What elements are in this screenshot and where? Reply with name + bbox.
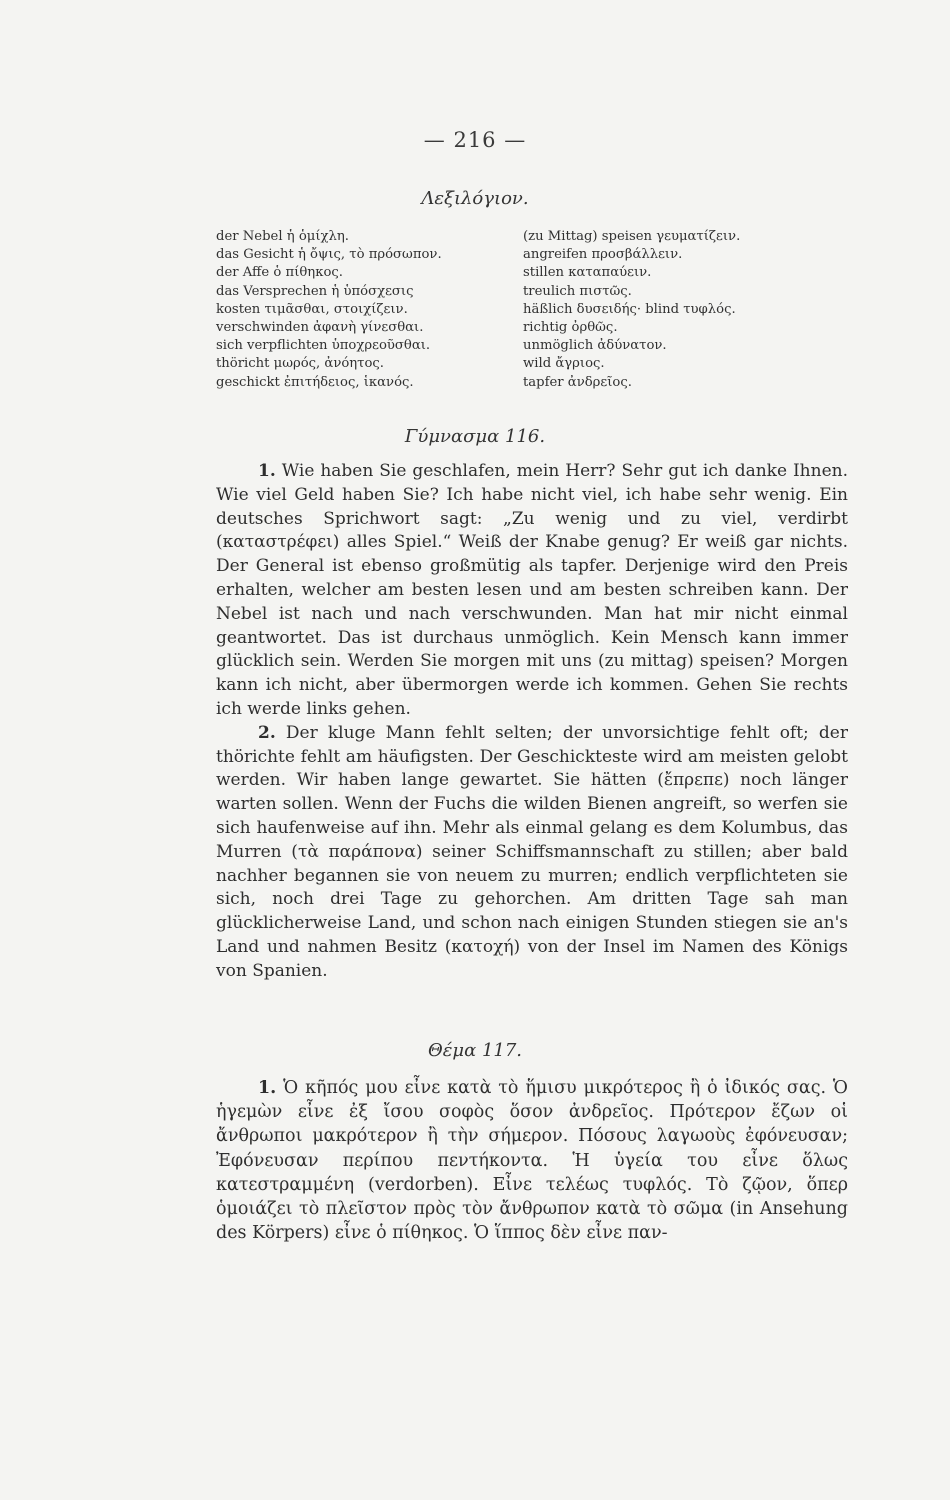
paragraph-text: Wie haben Sie geschlafen, mein Herr? Sehr gut ich danke Ihnen. Wie viel Geld haben Sie? Ich habe nicht viel, ich habe sehr wenig. Ein deutsches Sprichwort sagt: „Zu wenig und zu viel, verdirbt (καταστρέφει) alles Spiel.“ Weiß der Knabe genug? Er weiß gar nichts. Der General ist ebenso großmütig als tapfer. Derjenige wird den Preis erhalten, welcher am besten lesen und am besten schreiben kann. Der Nebel ist nach und nach verschwunden. Man hat mir nicht einmal geantwortet. Das ist durchaus unmöglich. Kein Mensch kann immer glücklich sein. Werden Sie morgen mit uns (zu mittag) speisen? Morgen kann ich nicht, aber übermorgen werde ich kommen. Gehen Sie rechts ich werde links gehen. [216, 461, 848, 719]
vocab-entry: geschickt ἐπιτήδειος, ἱκανός. [216, 374, 414, 390]
vocab-entry: thöricht μωρός, ἀνόητος. [216, 356, 384, 372]
paragraph-number: 1. [258, 461, 276, 481]
thema-heading: Θέμα 117. [427, 1040, 523, 1061]
exercise-117 [216, 1076, 848, 1245]
paragraph-text: Der kluge Mann fehlt selten; der unvorsichtige fehlt oft; der thörichte fehlt am häufigsten. Der Geschickteste wird am meisten gelobt werden. Wir haben lange gewartet. Sie hätten (ἔπρεπε) noch länger warten sollen. Wenn der Fuchs die wilden Bienen angreift, so werfen sie sich haufenweise auf ihn. Mehr als einmal gelang es dem Kolumbus, das Murren (τὰ παράπονα) seiner Schiffsmannschaft zu stillen; aber bald nachher begannen sie von neuem zu murren; endlich verpflichteten sie sich, noch drei Tage zu gehorchen. Am dritten Tage sah man glücklicherweise Land, und schon nach einigen Stunden stiegen sie an's Land und nahmen Besitz (κατοχή) von der Insel im Namen des Königs von Spanien. [216, 722, 848, 981]
vocab-entry: das Gesicht ἡ ὄψις, τὸ πρόσωπον. [216, 247, 442, 263]
vocab-entry: kosten τιμᾶσθαι, στοιχίζειν. [216, 301, 408, 317]
paragraph-text: Ὁ κῆπός μου εἶνε κατὰ τὸ ἥμισυ μικρότερος ἢ ὁ ἰδικός σας. Ὁ ἡγεμὼν εἶνε ἐξ ἴσου σοφὸς ὅσον ἀνδρεῖος. Πρότερον ἔζων οἱ ἄνθρωποι μακρότερον ἢ τὴν σήμερον. Πόσους λαγωοὺς ἐφόνευσαν; Ἐφόνευσαν περίπου πεντήκοντα. Ἡ ὑγεία του εἶνε ὅλως κατεστραμμένη (verdorben). Εἶνε τελέως τυφλός. Τὸ ζῷον, ὅπερ ὁμοιάζει τὸ πλεῖστον πρὸς τὸν ἄνθρωπον κατὰ τὸ σῶμα (in Ansehung des Körpers) εἶνε ὁ πίθηκος. Ὁ ἵππος δὲν εἶνε παν- [216, 1078, 848, 1244]
vocab-entry: wild ἄγριος. [523, 356, 605, 372]
page-number: — 216 — [423, 128, 527, 152]
vocab-entry: häßlich δυσειδής· blind τυφλός. [523, 301, 736, 317]
paragraph-1 [216, 460, 848, 722]
vocab-entry: (zu Mittag) speisen γευματίζειν. [523, 229, 741, 244]
vocab-entry: angreifen προσβάλλειν. [523, 247, 683, 263]
paragraph-greek [216, 1076, 848, 1245]
vocab-column-right [523, 228, 740, 392]
vocab-entry: das Versprechen ἡ ὑπόσχεσις [216, 283, 414, 299]
vocab-entry: treulich πιστῶς. [523, 283, 632, 299]
vocab-entry: stillen καταπαύειν. [523, 265, 652, 281]
paragraph-number: 1. [258, 1078, 277, 1098]
vocab-entry: richtig ὀρθῶς. [523, 319, 618, 335]
vocab-entry: tapfer ἀνδρεῖος. [523, 374, 632, 390]
lexilogion-heading: Λεξιλόγιον. [421, 188, 529, 209]
paragraph-number: 2. [258, 722, 276, 743]
gymnasma-heading: Γύμνασμα 116. [404, 426, 546, 447]
paragraph-2 [216, 722, 848, 984]
exercise-116 [216, 460, 848, 984]
vocab-entry: der Nebel ἡ ὁμίχλη. [216, 229, 349, 244]
vocab-entry: sich verpflichten ὑποχρεοῦσθαι. [216, 338, 431, 354]
vocab-entry: verschwinden ἀφανὴ γίνεσθαι. [216, 319, 424, 335]
vocab-entry: der Affe ὁ πίθηκος. [216, 265, 343, 281]
vocab-entry: unmöglich ἀδύνατον. [523, 338, 667, 354]
vocab-column-left [216, 228, 442, 392]
